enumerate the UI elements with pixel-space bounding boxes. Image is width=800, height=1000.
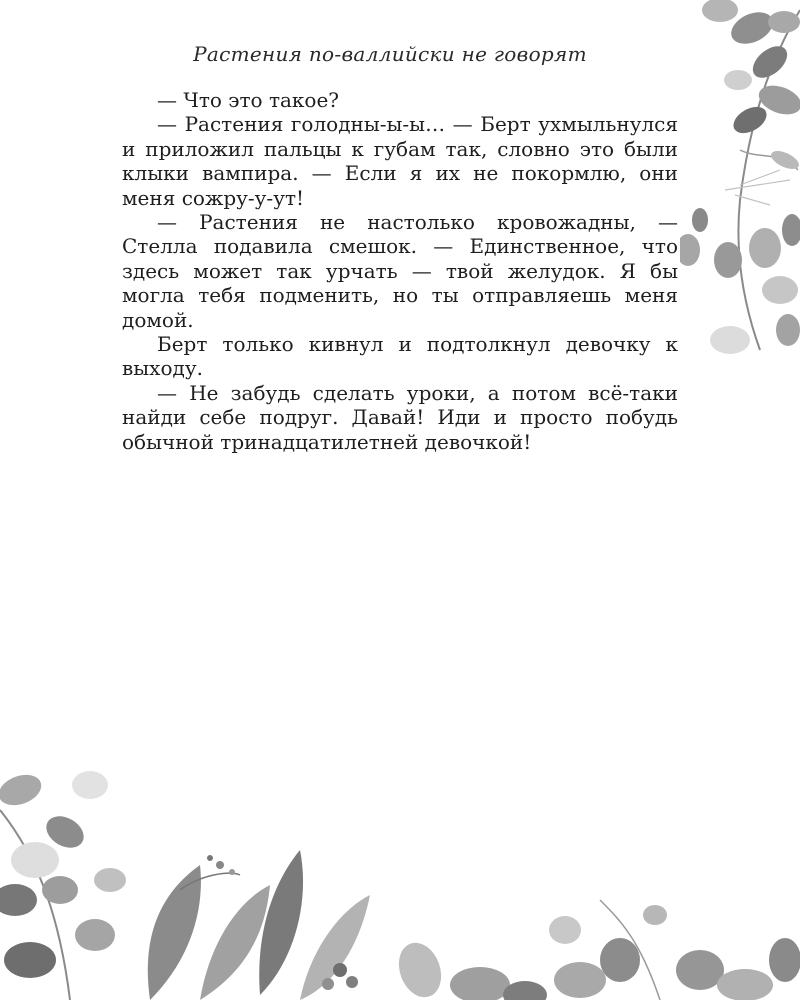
body-text — [122, 88, 678, 454]
paragraph: — Растения не настолько кровожадны, — Стелла подавила смешок. — Единственное, что здесь может так урчать — твой желудок. Я бы могла тебя подменить, но ты отправляешь меня домой. — [122, 210, 678, 332]
foliage-decoration-top-right — [680, 0, 800, 360]
paragraph: — Не забудь сделать уроки, а потом всё-таки найди себе подруг. Давай! Иди и просто побудь обычной тринадцатилетней девочкой! — [122, 380, 678, 454]
leaf-cluster-icon — [0, 770, 800, 1000]
eucalyptus-branch-icon — [680, 0, 800, 354]
paragraph: — Что это такое? — [157, 88, 340, 112]
paragraph: Берт только кивнул и подтолкнул девочку к выходу. — [122, 332, 678, 381]
paragraph: — Растения голодны-ы-ы… — Берт ухмыльнулся и приложил пальцы к губам так, словно это были клыки вампира. — Если я их не покормлю, они меня сожру-у-ут! — [122, 112, 678, 210]
running-head: Растения по-валлийски не говорят — [193, 42, 587, 66]
foliage-decoration-bottom — [0, 770, 800, 1000]
